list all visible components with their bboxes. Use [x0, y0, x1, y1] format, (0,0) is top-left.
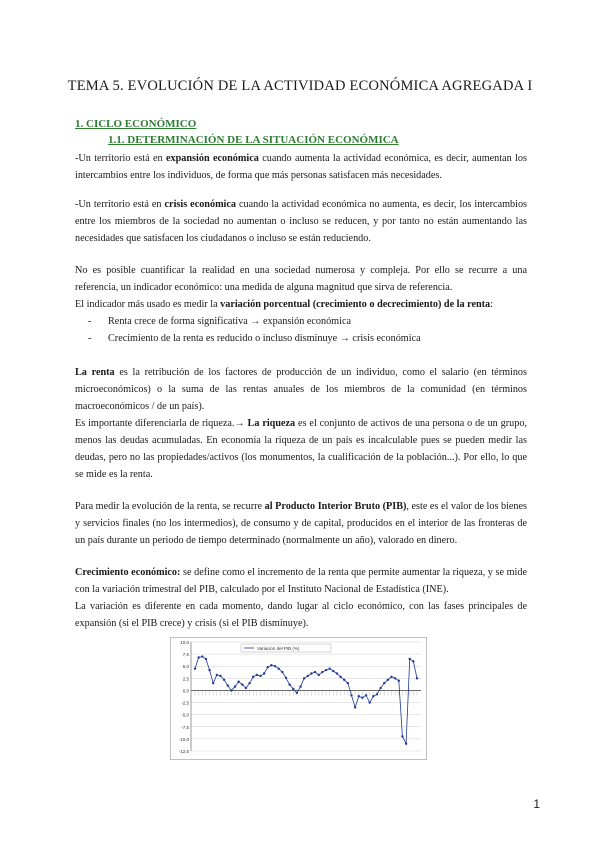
data-point — [205, 658, 207, 660]
data-point — [361, 697, 363, 699]
data-point — [245, 687, 247, 689]
y-tick-label: 5,0 — [182, 664, 189, 670]
data-point — [321, 671, 323, 673]
y-tick-label: -5,0 — [181, 712, 189, 718]
gdp-chart — [170, 637, 427, 760]
data-point — [230, 689, 232, 691]
text-run: El indicador más usado es medir la — [75, 299, 221, 310]
list-dash: - — [88, 316, 92, 327]
y-tick-label: 2,5 — [182, 676, 189, 682]
y-tick-label: 0,0 — [182, 688, 189, 694]
data-point — [336, 672, 338, 674]
data-point — [227, 684, 229, 686]
paragraph-indicator-use — [75, 296, 527, 313]
data-point — [325, 669, 327, 671]
bold-term: La renta — [75, 367, 115, 378]
section-heading: 1. CICLO ECONÓMICO — [75, 118, 197, 130]
data-point — [368, 701, 370, 703]
bold-term: Crecimiento económico: — [75, 567, 181, 578]
data-point — [394, 677, 396, 679]
bold-term: al Producto Interior Bruto (PIB) — [264, 501, 407, 512]
y-tick-label: -7,5 — [181, 724, 189, 730]
data-point — [274, 665, 276, 667]
bold-term: expansión económica — [166, 153, 259, 164]
y-tick-label: 10,0 — [180, 640, 189, 645]
data-point — [390, 676, 392, 678]
data-point — [416, 677, 418, 679]
data-point — [307, 675, 309, 677]
text-run: -Un territorio está en — [75, 199, 165, 210]
data-point — [288, 683, 290, 685]
data-point — [387, 679, 389, 681]
data-point — [263, 672, 265, 674]
data-point — [401, 735, 403, 737]
data-point — [216, 674, 218, 676]
data-point — [347, 682, 349, 684]
list-item-text: Renta crece de forma significativa → expansión económica — [108, 316, 351, 327]
text-run: -Un territorio está en — [75, 153, 167, 164]
bold-term: variación porcentual (crecimiento o decrecimiento) de la renta — [220, 299, 491, 310]
paragraph-renta — [75, 364, 527, 415]
y-tick-label: -10,0 — [178, 736, 189, 742]
page-number: 1 — [533, 797, 540, 811]
legend-label: Variación del PIB (%) — [257, 646, 300, 651]
data-point — [339, 676, 341, 678]
data-point — [267, 666, 269, 668]
data-point — [256, 674, 258, 676]
y-tick-label: -2,5 — [181, 700, 189, 706]
data-point — [292, 688, 294, 690]
data-point — [310, 672, 312, 674]
data-point — [237, 681, 239, 683]
data-point — [328, 667, 330, 669]
text-run: cuando aumenta la actividad económica, es decir, aumentan los intercambios entre los individuos, de forma que más personas satisfacen más necesidades. — [75, 153, 527, 181]
bold-term: La riqueza — [247, 418, 296, 429]
data-point — [234, 685, 236, 687]
list-item-text: Crecimiento de la renta es reducido o incluso disminuye → crisis económica — [108, 333, 421, 344]
data-point — [219, 675, 221, 677]
data-point — [405, 743, 407, 745]
list-dash: - — [88, 333, 92, 344]
data-point — [285, 677, 287, 679]
data-point — [278, 667, 280, 669]
data-point — [223, 679, 225, 681]
y-tick-label: 7,5 — [182, 652, 189, 658]
data-point — [332, 670, 334, 672]
data-point — [299, 685, 301, 687]
series-line — [195, 657, 417, 744]
data-point — [241, 683, 243, 685]
data-point — [303, 677, 305, 679]
data-point — [412, 660, 414, 662]
paragraph-crecimiento — [75, 564, 527, 598]
y-tick-label: -12,5 — [178, 749, 189, 754]
data-point — [318, 674, 320, 676]
data-point — [194, 667, 196, 669]
data-point — [270, 664, 272, 666]
list-item — [88, 330, 421, 347]
data-point — [259, 675, 261, 677]
data-point — [201, 655, 203, 657]
text-run: se define como el incremento de la renta que permite aumentar la riqueza, y se mide con la variación trimestral del PIB, calculado por el Instituto Nacional de Estadística (INE). — [75, 567, 527, 595]
subsection-heading: 1.1. DETERMINACIÓN DE LA SITUACIÓN ECONÓMICA — [108, 134, 399, 146]
document-title: TEMA 5. EVOLUCIÓN DE LA ACTIVIDAD ECONÓMICA AGREGADA I — [67, 78, 533, 94]
data-point — [208, 669, 210, 671]
paragraph-expansion — [75, 150, 527, 184]
data-point — [409, 658, 411, 660]
data-point — [314, 671, 316, 673]
paragraph-riqueza — [75, 415, 527, 483]
text-run: , este es el valor de los bienes y servicios finales (no los intermedios), de consumo y de capital, producidos en el interior de las fronteras de un país durante un periodo de tiempo determinado (normalmente un año), valorado en dinero. — [75, 501, 528, 546]
gdp-line-chart — [171, 638, 426, 759]
data-point — [383, 682, 385, 684]
data-point — [379, 687, 381, 689]
data-point — [248, 682, 250, 684]
text-run: Para medir la evolución de la renta, se recurre — [75, 501, 265, 512]
text-run: es la retribución de los factores de producción de un individuo, como el salario (en términos microeconómicos) o la suma de las rentas anuales de los miembros de la comunidad (en términos macroeconómicos / de un país). — [75, 367, 527, 412]
text-run: cuando la actividad económica no aumenta, es decir, los intercambios entre los miembros de la sociedad no aumentan o incluso se reducen, y por tanto no están aumentando las necesidades que satisfacen los ciudadanos o incluso se están reduciendo. — [75, 199, 527, 244]
paragraph-indicator: No es posible cuantificar la realidad en una sociedad numerosa y compleja. Por ello se recurre a una referencia, un indicador económico: una medida de alguna magnitud que sirva de referencia. — [75, 265, 527, 293]
text-run: es el conjunto de activos de una persona o de un grupo, menos las deudas acumuladas. En economía la riqueza de un país es incalculable pues se pueden medir las deudas, pero no las propiedades/activos (los monumentos, la cualificación de la población...). Por ello, lo que se mide es la renta. — [75, 418, 527, 480]
data-point — [354, 706, 356, 708]
data-point — [197, 656, 199, 658]
data-point — [252, 676, 254, 678]
data-point — [398, 680, 400, 682]
text-run: : — [490, 299, 493, 310]
list-item — [88, 313, 351, 330]
data-point — [281, 671, 283, 673]
data-point — [212, 682, 214, 684]
bold-term: crisis económica — [164, 199, 236, 210]
paragraph-pib — [75, 498, 527, 549]
text-run: Es importante diferenciarla de riqueza.→ — [75, 418, 248, 429]
paragraph-crisis — [75, 196, 527, 247]
data-point — [343, 679, 345, 681]
paragraph-ciclo: La variación es diferente en cada momento, dando lugar al ciclo económico, con las fases principales de expansión (si el PIB crece) y crisis (si el PIB disminuye). — [75, 601, 527, 629]
